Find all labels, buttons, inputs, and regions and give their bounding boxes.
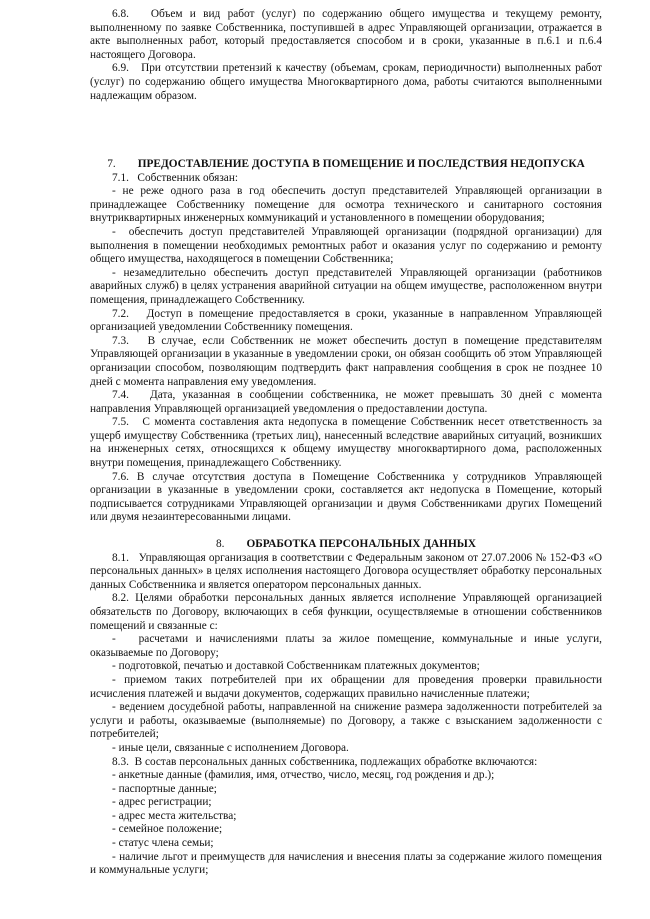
clause-7-1-item-3: - незамедлительно обеспечить доступ представителей Управляющей организации (работников аварийных служб) в целях устранения аварийной ситуации на общем имуществе, расположенном внутри помещения, принадлежащего Собственнику. (90, 266, 602, 306)
clause-8-2-item-5: - иные цели, связанные с исполнением Договора. (112, 741, 349, 754)
clause-8-3-item-2: - паспортные данные; (112, 782, 217, 795)
clause-7-5: 7.5. С момента составления акта недопуска в помещение Собственник несет ответственность за ущерб имуществу Собственника (третьих лиц), нанесенный вследствие аварийных ситуаций, возникших на инженерных сетях, относящихся к общему имуществу многоквартирного дома, расположенных внутри помещения, принадлежащего Собственнику. (90, 416, 602, 470)
clause-7-3: 7.3. В случае, если Собственник не может обеспечить доступ в помещение представителям Управляющей организации в указанные в уведомлении сроки, он обязан сообщить об этом Управляющей организации способом, позволяющим подтвердить факт направления сообщения в срок не позднее 10 дней с момента направления ему уведомления. (90, 334, 602, 388)
clause-7-1: 7.1. Собственник обязан: (112, 171, 239, 184)
clause-7-6: 7.6. В случае отсутствия доступа в Помещение Собственника у сотрудников Управляющей организации в указанные в уведомлении сроки, составляется акт недопуска в Помещение, который подписывается сотрудниками Управляющей организации и двумя Собственниками других Помещений или двумя незаинтересованными лицами. (90, 470, 602, 524)
section-8-heading (90, 538, 602, 552)
section-8-title: ОБРАБОТКА ПЕРСОНАЛЬНЫХ ДАННЫХ (246, 538, 476, 550)
clause-8-1: 8.1. Управляющая организация в соответствии с Федеральным законом от 27.07.2006 № 152-ФЗ «О персональных данных» в целях исполнения настоящего Договора осуществляет обработку персональных данных Собственника и является оператором персональных данных. (90, 551, 602, 591)
clause-6-8: 6.8. Объем и вид работ (услуг) по содержанию общего имущества и текущему ремонту, выполненному по заявке Собственника, поступившей в адрес Управляющей организации, отражается в акте выполненных работ, который предоставляется способом и в сроки, указанные в п.6.1 и п.6.4 настоящего Договора. (90, 8, 602, 61)
clause-7-4: 7.4. Дата, указанная в сообщении собственника, не может превышать 30 дней с момента направления Управляющей организацией уведомления о предоставлении доступа. (90, 389, 602, 415)
clause-8-3-item-1: - анкетные данные (фамилия, имя, отчество, число, месяц, год рождения и др.); (112, 769, 495, 782)
clause-8-3-item-5: - семейное положение; (112, 823, 223, 836)
section-7-number: 7. (107, 158, 116, 170)
clause-8-2: 8.2. Целями обработки персональных данных является исполнение Управляющей организацией обязательств по Договору, включающих в себя функции, осуществляемые в отношении собственников помещений и связанные с: (90, 592, 602, 632)
clause-7-1-item-2: - обеспечить доступ представителей Управляющей организации (подрядной организации) для выполнения в помещении необходимых ремонтных работ и оказания услуг по содержанию и ремонту общего имущества, находящегося в помещении Собственника; (90, 225, 602, 266)
section-6-tail (90, 8, 602, 103)
section-8-number: 8. (216, 538, 225, 550)
clause-8-3-item-3: - адрес регистрации; (112, 796, 212, 809)
clause-8-2-item-3: - приемом таких потребителей при их обращении для проведения проверки правильности исчисления платежей и выдачи документов, содержащих правильно начисленные платежи; (90, 673, 602, 700)
section-7 (90, 158, 602, 525)
clause-8-2-item-4: - ведением досудебной работы, направленной на снижение размера задолженности потребителей за услуги и работы, оказываемые (выполняемые) по Договору, а также с взысканием задолженности с потребителей; (90, 701, 602, 741)
clause-8-2-item-2: - подготовкой, печатью и доставкой Собственникам платежных документов; (112, 660, 480, 673)
clause-8-3-item-6: - статус члена семьи; (112, 837, 214, 850)
clause-6-9: 6.9. При отсутствии претензий к качеству (объемам, срокам, периодичности) выполненных работ (услуг) по содержанию общего имущества Многоквартирного дома, работы считаются выполненными надлежащим образом. (90, 62, 602, 102)
section-7-heading (90, 158, 602, 172)
clause-7-1-item-1: - не реже одного раза в год обеспечить доступ представителей Управляющей организации в принадлежащее Собственнику помещение для осмотра технического и санитарного состояния внутриквартирных инженерных коммуникаций и установленного в помещении оборудования; (90, 185, 602, 225)
section-8 (90, 538, 602, 878)
section-7-title: ПРЕДОСТАВЛЕНИЕ ДОСТУПА В ПОМЕЩЕНИЕ И ПОСЛЕДСТВИЯ НЕДОПУСКА (137, 158, 585, 170)
clause-8-2-item-1: - расчетами и начислениями платы за жилое помещение, коммунальные и иные услуги, оказываемые по Договору; (90, 633, 602, 659)
clause-8-3-item-7: - наличие льгот и преимуществ для начисления и внесения платы за содержание жилого помещения и коммунальные услуги; (90, 850, 602, 877)
clause-7-2: 7.2. Доступ в помещение предоставляется в сроки, указанные в направленном Управляющей организацией уведомлении Собственнику помещения. (90, 307, 602, 334)
clause-8-3: 8.3. В состав персональных данных собственника, подлежащих обработке включаются: (112, 755, 538, 768)
clause-8-3-item-4: - адрес места жительства; (112, 809, 237, 822)
